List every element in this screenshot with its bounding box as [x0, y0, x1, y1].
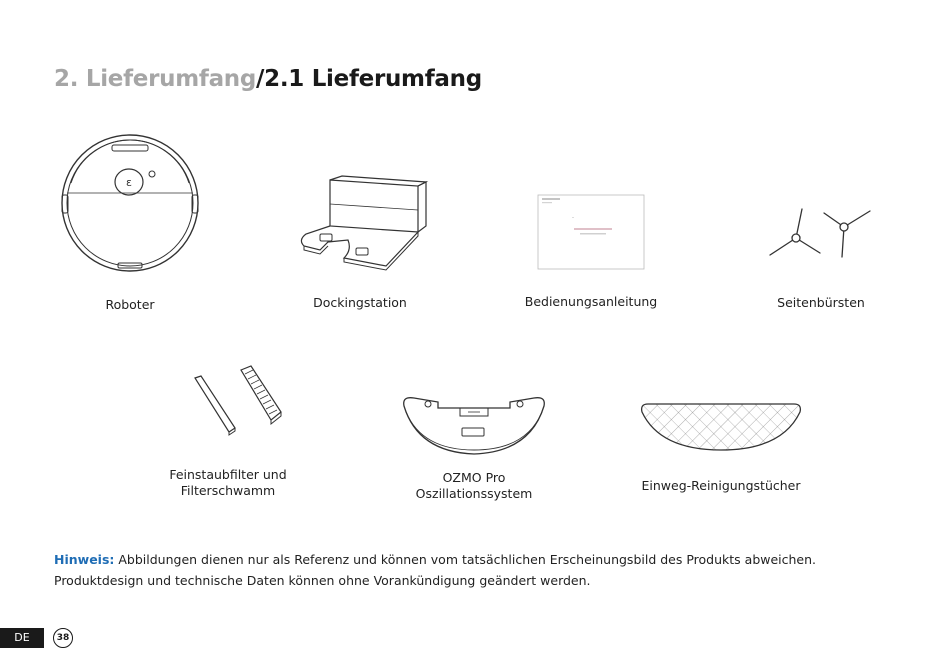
- item-manual: [521, 193, 661, 310]
- caption-mopping-line2: Oszillationssystem: [415, 486, 533, 501]
- caption-manual: Bedienungsanleitung: [524, 294, 658, 309]
- docking-station-icon: [290, 170, 430, 275]
- subsection-title: /2.1 Lieferumfang: [256, 66, 482, 92]
- caption-robot: Roboter: [105, 297, 155, 312]
- item-mopping-system: [398, 392, 550, 502]
- svg-text:ε: ε: [126, 176, 132, 189]
- cleaning-cloth-icon: [636, 398, 806, 454]
- note: [54, 549, 816, 591]
- manual-icon: [536, 193, 646, 271]
- robot-icon: [55, 133, 205, 273]
- caption-filter-line2: Filterschwamm: [180, 483, 276, 498]
- caption-cleaning-cloths: Einweg-Reinigungstücher: [641, 478, 801, 493]
- item-robot: [55, 133, 205, 313]
- page-title: [54, 66, 482, 92]
- page-number: 38: [53, 628, 73, 648]
- note-label: Hinweis:: [54, 552, 115, 567]
- caption-docking-station: Dockingstation: [313, 295, 407, 310]
- mopping-system-icon: [398, 392, 550, 458]
- language-badge: DE: [0, 628, 44, 648]
- caption-side-brushes: Seitenbürsten: [777, 295, 865, 310]
- note-line2: Produktdesign und technische Daten können ohne Vorankündigung geändert werden.: [54, 573, 591, 588]
- item-cleaning-cloths: [636, 398, 806, 494]
- section-title: 2. Lieferumfang: [54, 66, 257, 92]
- filter-icon: [173, 364, 283, 439]
- caption-filter-line1: Feinstaubfilter und: [169, 467, 287, 482]
- item-side-brushes: [760, 205, 882, 311]
- item-docking-station: [290, 170, 430, 311]
- caption-mopping-line1: OZMO Pro: [442, 470, 506, 485]
- side-brushes-icon: [760, 205, 882, 265]
- note-line1: Abbildungen dienen nur als Referenz und können vom tatsächlichen Erscheinungsbild des Produkts abweichen.: [114, 552, 817, 567]
- item-filter: [160, 364, 296, 499]
